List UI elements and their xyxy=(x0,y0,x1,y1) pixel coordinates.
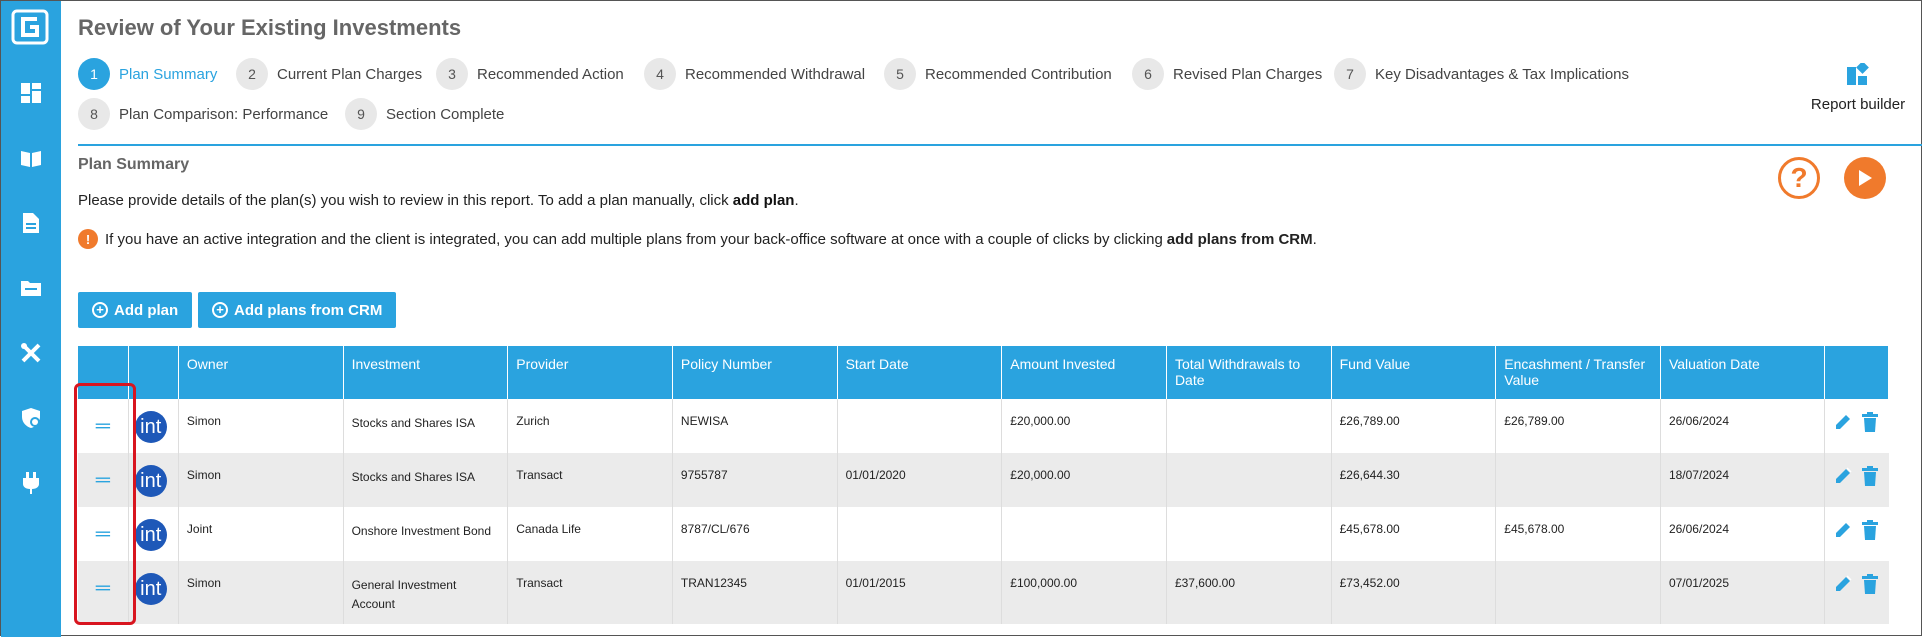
encashment-value-cell: £45,678.00 xyxy=(1496,507,1661,561)
tools-icon[interactable] xyxy=(19,341,43,365)
table-row xyxy=(78,561,1889,624)
step-key-disadvantages[interactable] xyxy=(1334,57,1629,91)
intro-text-body: Please provide details of the plan(s) you wish to review in this report. To add a plan manually, click xyxy=(78,192,733,209)
page-title: Review of Your Existing Investments xyxy=(78,15,462,40)
add-plan-button[interactable] xyxy=(78,292,192,328)
total-withdrawals-cell xyxy=(1166,507,1331,561)
fund-value-cell: £73,452.00 xyxy=(1331,561,1496,624)
sidebar xyxy=(1,1,61,637)
help-icon[interactable]: ? xyxy=(1778,157,1820,199)
info-text-end: . xyxy=(1312,230,1317,248)
add-plans-from-crm-label: Add plans from CRM xyxy=(234,301,383,319)
dashboard-icon[interactable] xyxy=(19,81,43,105)
step-number: 9 xyxy=(345,98,377,130)
edit-pencil-icon[interactable] xyxy=(1833,520,1853,543)
badge-cell xyxy=(128,561,178,624)
delete-trash-icon[interactable] xyxy=(1861,412,1879,435)
play-video-icon[interactable] xyxy=(1844,157,1886,199)
header-fund-value: Fund Value xyxy=(1331,346,1496,399)
provider-cell: Transact xyxy=(508,453,673,507)
integration-badge-icon: int xyxy=(135,519,167,551)
step-number: 8 xyxy=(78,98,110,130)
step-number: 4 xyxy=(644,58,676,90)
table-row xyxy=(78,453,1889,507)
step-label: Revised Plan Charges xyxy=(1173,65,1323,83)
policy-number-cell: NEWISA xyxy=(672,399,837,453)
investment-cell: General Investment Account xyxy=(343,561,508,624)
main-content xyxy=(61,1,1921,637)
provider-cell: Canada Life xyxy=(508,507,673,561)
step-plan-summary[interactable] xyxy=(78,57,217,91)
step-label: Section Complete xyxy=(386,105,505,123)
header-policy-number: Policy Number xyxy=(672,346,837,399)
step-number: 6 xyxy=(1132,58,1164,90)
intro-text-bold: add plan xyxy=(732,192,795,209)
actions-cell xyxy=(1824,507,1888,561)
owner-cell: Simon xyxy=(178,453,343,507)
policy-number-cell: 8787/CL/676 xyxy=(672,507,837,561)
amount-invested-cell: £20,000.00 xyxy=(1002,399,1167,453)
step-label: Recommended Action xyxy=(477,65,624,83)
table-row xyxy=(78,507,1889,561)
section-title: Plan Summary xyxy=(78,156,190,173)
report-builder-label: Report builder xyxy=(1810,96,1906,113)
step-label: Recommended Withdrawal xyxy=(685,65,866,83)
drag-handle-icon[interactable]: ═ xyxy=(95,523,110,545)
step-revised-plan-charges[interactable] xyxy=(1132,57,1322,91)
header-actions xyxy=(1824,346,1888,399)
integration-badge-icon: int xyxy=(135,573,167,605)
drag-handle-icon[interactable]: ═ xyxy=(95,469,110,491)
plans-table xyxy=(78,346,1889,624)
actions-cell xyxy=(1824,399,1888,453)
header-investment: Investment xyxy=(343,346,508,399)
total-withdrawals-cell xyxy=(1166,453,1331,507)
policy-number-cell: 9755787 xyxy=(672,453,837,507)
step-label: Plan Comparison: Performance xyxy=(119,105,329,123)
valuation-date-cell: 26/06/2024 xyxy=(1660,399,1824,453)
step-number: 5 xyxy=(884,58,916,90)
table-row xyxy=(78,399,1889,453)
add-plan-label: Add plan xyxy=(114,301,179,319)
drag-cell xyxy=(78,453,128,507)
investment-cell: Onshore Investment Bond xyxy=(343,507,508,561)
plug-icon[interactable] xyxy=(19,471,43,495)
delete-trash-icon[interactable] xyxy=(1861,574,1879,597)
step-number: 1 xyxy=(78,58,110,90)
header-valuation-date: Valuation Date xyxy=(1660,346,1824,399)
step-recommended-contribution[interactable] xyxy=(884,57,1112,91)
header-encashment-value: Encashment / Transfer Value xyxy=(1496,346,1661,399)
step-label: Plan Summary xyxy=(119,65,218,83)
step-label: Recommended Contribution xyxy=(925,65,1112,83)
intro-text-end: . xyxy=(794,192,799,209)
step-recommended-withdrawal[interactable] xyxy=(644,57,865,91)
step-plan-comparison[interactable] xyxy=(78,97,328,131)
amount-invested-cell xyxy=(1002,507,1167,561)
valuation-date-cell: 07/01/2025 xyxy=(1660,561,1824,624)
step-label: Key Disadvantages & Tax Implications xyxy=(1375,65,1630,83)
drag-cell xyxy=(78,507,128,561)
start-date-cell xyxy=(837,399,1002,453)
header-start-date: Start Date xyxy=(837,346,1002,399)
table-header-row xyxy=(78,346,1889,399)
start-date-cell: 01/01/2020 xyxy=(837,453,1002,507)
badge-cell xyxy=(128,453,178,507)
drag-cell xyxy=(78,561,128,624)
shield-lock-icon[interactable] xyxy=(19,406,43,430)
edit-pencil-icon[interactable] xyxy=(1833,412,1853,435)
actions-cell xyxy=(1824,561,1888,624)
investment-cell: Stocks and Shares ISA xyxy=(343,399,508,453)
integration-info xyxy=(78,229,1317,249)
app-logo-icon[interactable] xyxy=(11,9,49,45)
folder-icon[interactable] xyxy=(19,276,43,300)
step-number: 2 xyxy=(236,58,268,90)
edit-pencil-icon[interactable] xyxy=(1833,574,1853,597)
provider-cell: Transact xyxy=(508,561,673,624)
info-text-bold: add plans from CRM xyxy=(1166,230,1313,248)
actions-cell xyxy=(1824,453,1888,507)
header-divider xyxy=(78,144,1922,146)
fund-value-cell: £45,678.00 xyxy=(1331,507,1496,561)
header-provider: Provider xyxy=(508,346,673,399)
header-owner: Owner xyxy=(178,346,343,399)
edit-pencil-icon[interactable] xyxy=(1833,466,1853,489)
owner-cell: Simon xyxy=(178,399,343,453)
start-date-cell: 01/01/2015 xyxy=(837,561,1002,624)
amount-invested-cell: £100,000.00 xyxy=(1002,561,1167,624)
drag-cell xyxy=(78,399,128,453)
step-number: 7 xyxy=(1334,58,1366,90)
step-current-plan-charges[interactable] xyxy=(236,57,422,91)
valuation-date-cell: 26/06/2024 xyxy=(1660,507,1824,561)
header-badge xyxy=(128,346,178,399)
delete-trash-icon[interactable] xyxy=(1861,466,1879,489)
info-icon: ! xyxy=(78,229,98,249)
drag-handle-icon[interactable]: ═ xyxy=(95,415,110,437)
total-withdrawals-cell xyxy=(1166,399,1331,453)
plus-circle-icon: + xyxy=(212,302,228,318)
encashment-value-cell xyxy=(1496,561,1661,624)
fund-value-cell: £26,789.00 xyxy=(1331,399,1496,453)
info-text-body: If you have an active integration and the client is integrated, you can add multiple plans from your back-office software at once with a couple of clicks by clicking xyxy=(105,230,1163,248)
header-amount-invested: Amount Invested xyxy=(1002,346,1167,399)
amount-invested-cell: £20,000.00 xyxy=(1002,453,1167,507)
intro-text xyxy=(78,192,799,209)
fund-value-cell: £26,644.30 xyxy=(1331,453,1496,507)
delete-trash-icon[interactable] xyxy=(1861,520,1879,543)
book-icon[interactable] xyxy=(19,146,43,170)
badge-cell xyxy=(128,399,178,453)
policy-number-cell: TRAN12345 xyxy=(672,561,837,624)
provider-cell: Zurich xyxy=(508,399,673,453)
valuation-date-cell: 18/07/2024 xyxy=(1660,453,1824,507)
owner-cell: Joint xyxy=(178,507,343,561)
plus-circle-icon: + xyxy=(92,302,108,318)
report-builder-button[interactable] xyxy=(1793,63,1922,113)
owner-cell: Simon xyxy=(178,561,343,624)
start-date-cell xyxy=(837,507,1002,561)
report-builder-icon xyxy=(1847,63,1869,85)
integration-badge-icon: int xyxy=(135,465,167,497)
integration-badge-icon: int xyxy=(135,411,167,443)
encashment-value-cell: £26,789.00 xyxy=(1496,399,1661,453)
step-label: Current Plan Charges xyxy=(277,65,423,83)
document-icon[interactable] xyxy=(19,211,43,235)
badge-cell xyxy=(128,507,178,561)
step-number: 3 xyxy=(436,58,468,90)
total-withdrawals-cell: £37,600.00 xyxy=(1166,561,1331,624)
step-recommended-action[interactable] xyxy=(436,57,624,91)
header-total-withdrawals: Total Withdrawals to Date xyxy=(1166,346,1331,399)
investment-cell: Stocks and Shares ISA xyxy=(343,453,508,507)
add-plans-from-crm-button[interactable] xyxy=(198,292,396,328)
header-drag xyxy=(78,346,128,399)
encashment-value-cell xyxy=(1496,453,1661,507)
drag-handle-icon[interactable]: ═ xyxy=(95,577,110,599)
step-section-complete[interactable] xyxy=(345,97,504,131)
